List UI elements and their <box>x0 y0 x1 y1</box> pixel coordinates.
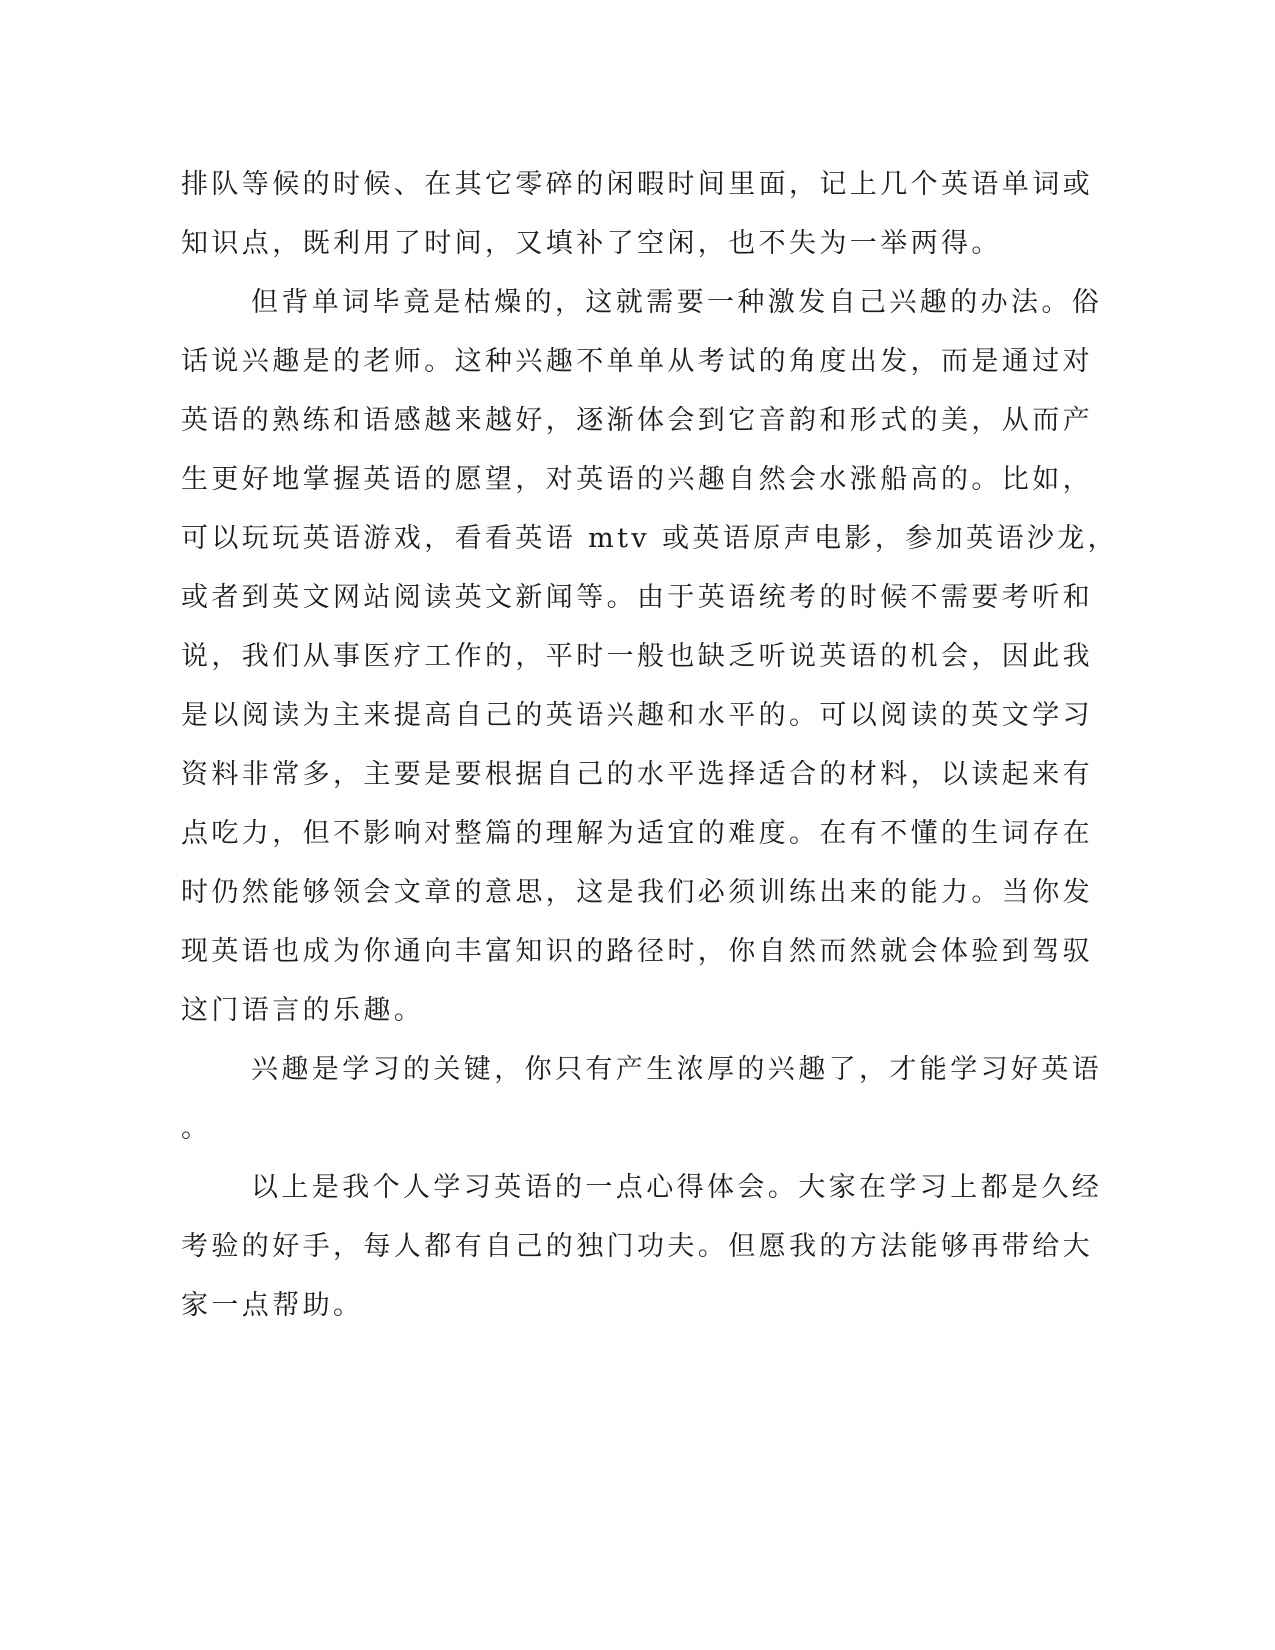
paragraph <box>181 155 1093 273</box>
text-line: 生更好地掌握英语的愿望，对英语的兴趣自然会水涨船高的。比如， <box>181 464 1093 495</box>
text-line: 知识点，既利用了时间，又填补了空闲，也不失为一举两得。 <box>181 228 1002 259</box>
text-line: 或者到英文网站阅读英文新闻等。由于英语统考的时候不需要考听和 <box>181 582 1093 613</box>
text-line: 家一点帮助。 <box>181 1290 364 1321</box>
text-line: 点吃力，但不影响对整篇的理解为适宜的难度。在有不懂的生词存在 <box>181 818 1093 849</box>
text-line: 但背单词毕竟是枯燥的，这就需要一种激发自己兴趣的办法。俗 <box>251 287 1103 318</box>
text-line: 话说兴趣是的老师。这种兴趣不单单从考试的角度出发，而是通过对 <box>181 346 1093 377</box>
text-line: 。 <box>181 1113 212 1144</box>
text-line: 这门语言的乐趣。 <box>181 995 425 1026</box>
text-line: 时仍然能够领会文章的意思，这是我们必须训练出来的能力。当你发 <box>181 877 1093 908</box>
text-line: 以上是我个人学习英语的一点心得体会。大家在学习上都是久经 <box>251 1172 1103 1203</box>
body-text <box>181 155 1119 1335</box>
text-line: 现英语也成为你通向丰富知识的路径时，你自然而然就会体验到驾驭 <box>181 936 1093 967</box>
text-line: 是以阅读为主来提高自己的英语兴趣和水平的。可以阅读的英文学习 <box>181 700 1093 731</box>
text-line: 可以玩玩英语游戏，看看英语 mtv 或英语原声电影，参加英语沙龙， <box>181 523 1119 554</box>
text-line: 资料非常多，主要是要根据自己的水平选择适合的材料，以读起来有 <box>181 759 1093 790</box>
paragraph <box>181 273 1119 1040</box>
text-line: 说，我们从事医疗工作的，平时一般也缺乏听说英语的机会，因此我 <box>181 641 1093 672</box>
text-line: 兴趣是学习的关键，你只有产生浓厚的兴趣了，才能学习好英语 <box>251 1054 1103 1085</box>
text-line: 英语的熟练和语感越来越好，逐渐体会到它音韵和形式的美，从而产 <box>181 405 1093 436</box>
paragraph <box>181 1158 1103 1335</box>
text-line: 排队等候的时候、在其它零碎的闲暇时间里面，记上几个英语单词或 <box>181 169 1093 200</box>
paragraph <box>181 1040 1103 1158</box>
text-line: 考验的好手，每人都有自己的独门功夫。但愿我的方法能够再带给大 <box>181 1231 1093 1262</box>
